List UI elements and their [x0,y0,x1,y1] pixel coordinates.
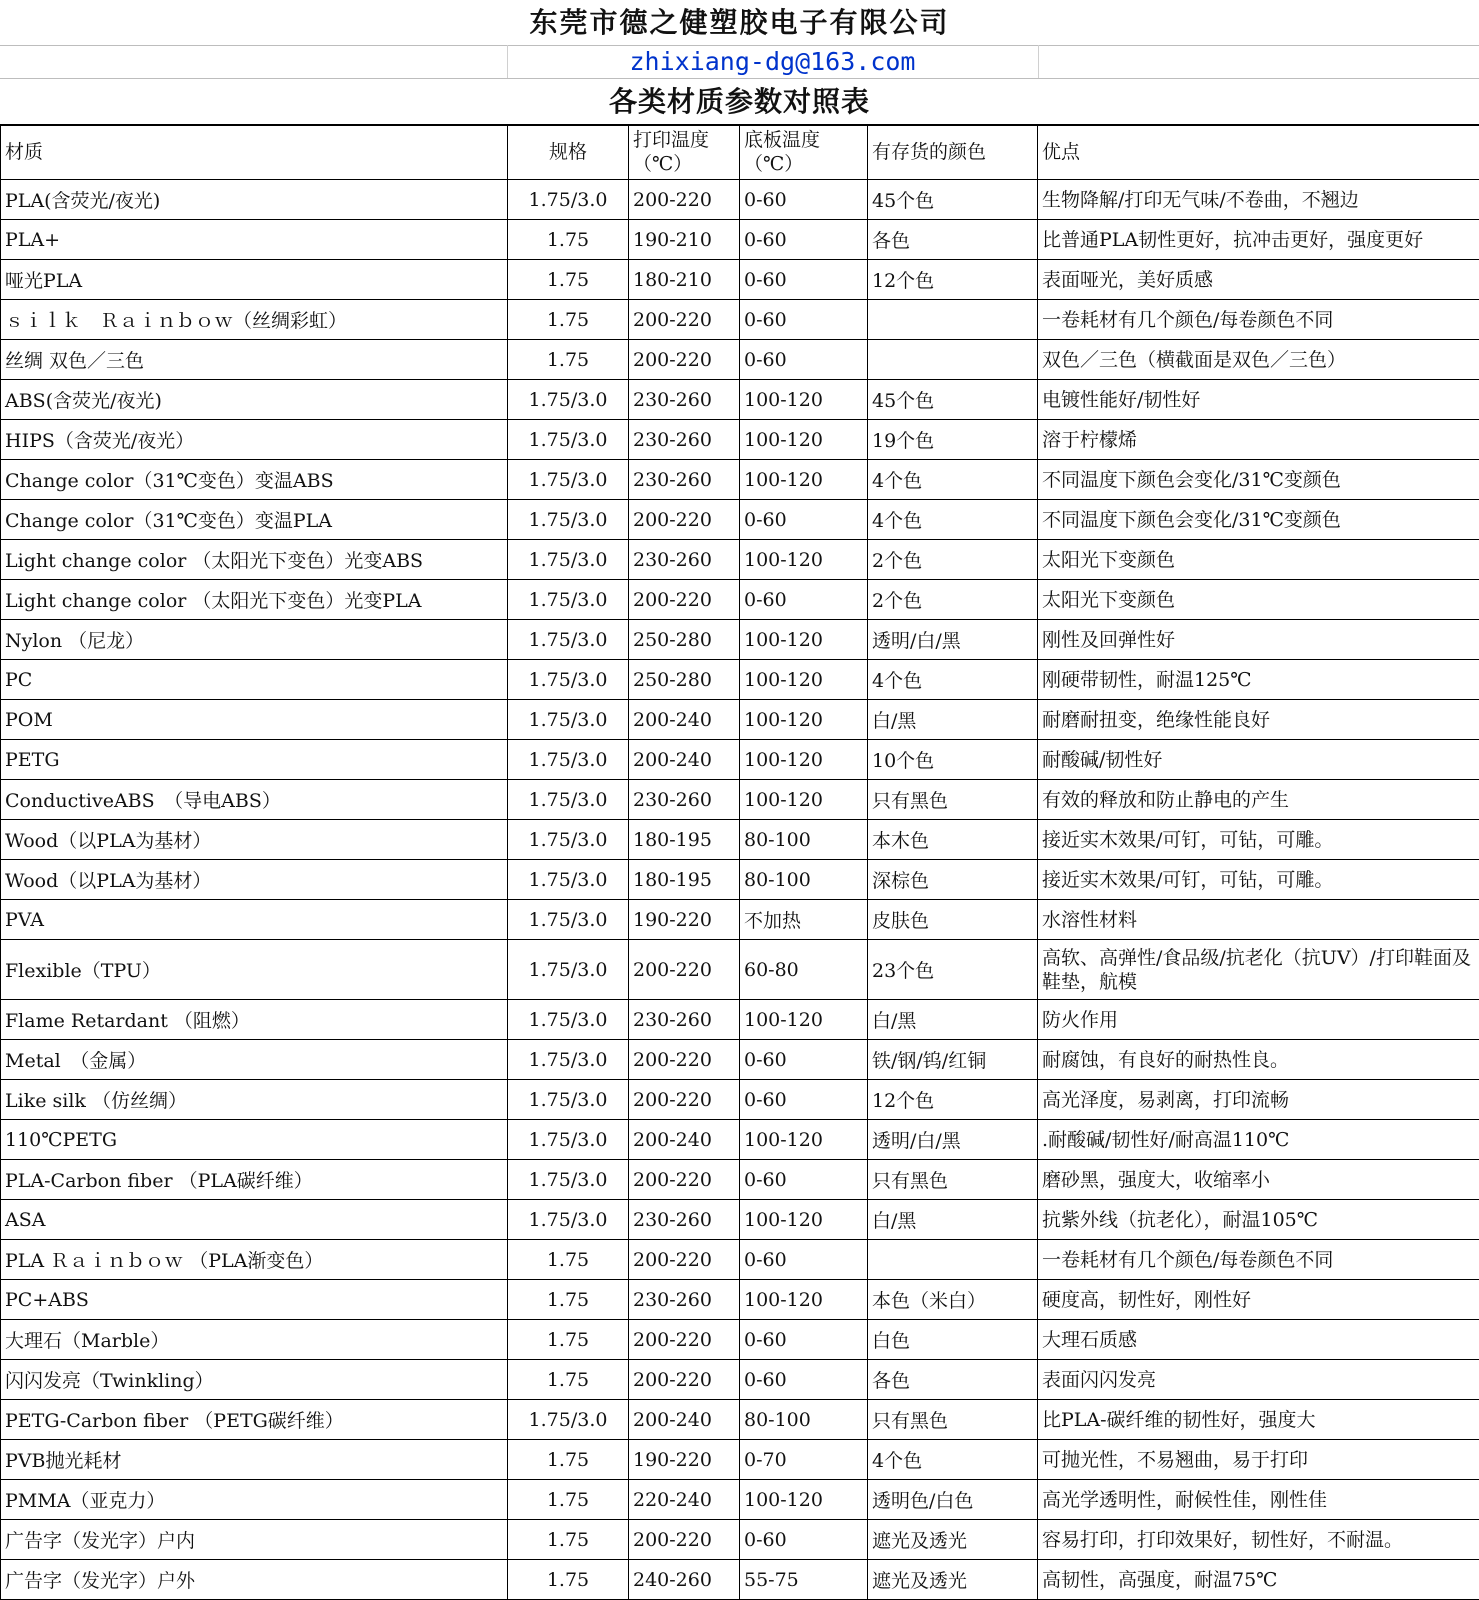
cell-print-temp[interactable]: 200-220 [629,1520,740,1560]
cell-divider [1038,45,1039,78]
cell-spec[interactable]: 1.75 [508,220,629,260]
cell-spec[interactable]: 1.75/3.0 [508,1200,629,1240]
cell-bed-temp[interactable]: 80-100 [740,1400,868,1440]
cell-colors[interactable]: 19个色 [868,420,1038,460]
cell-print-temp[interactable]: 230-260 [629,380,740,420]
cell-colors[interactable]: 4个色 [868,500,1038,540]
cell-bed-temp[interactable]: 100-120 [740,1120,868,1160]
cell-print-temp[interactable]: 200-240 [629,740,740,780]
cell-advantages[interactable]: 磨砂黑，强度大，收缩率小 [1038,1160,1479,1200]
table-row [1,580,1479,620]
cell-material[interactable]: PLA Ｒａｉｎｂｏｗ （PLA渐变色） [1,1240,508,1280]
table-header-row [1,125,1479,180]
cell-print-temp[interactable]: 200-220 [629,1320,740,1360]
table-row [1,1280,1479,1320]
cell-bed-temp[interactable]: 80-100 [740,820,868,860]
cell-advantages[interactable]: 不同温度下颜色会变化/31℃变颜色 [1038,460,1479,500]
cell-material[interactable]: PLA(含荧光/夜光) [1,180,508,220]
cell-colors[interactable]: 白色 [868,1320,1038,1360]
cell-advantages[interactable]: 可抛光性，不易翘曲，易于打印 [1038,1440,1479,1480]
cell-print-temp[interactable]: 200-220 [629,1360,740,1400]
cell-advantages[interactable]: 耐腐蚀，有良好的耐热性良。 [1038,1040,1479,1080]
cell-colors[interactable]: 皮肤色 [868,900,1038,940]
table-row [1,660,1479,700]
table-row [1,180,1479,220]
cell-colors[interactable]: 10个色 [868,740,1038,780]
cell-material[interactable]: ASA [1,1200,508,1240]
table-row [1,460,1479,500]
cell-colors[interactable]: 4个色 [868,660,1038,700]
cell-print-temp[interactable]: 200-220 [629,500,740,540]
cell-bed-temp[interactable]: 0-60 [740,500,868,540]
cell-spec[interactable]: 1.75/3.0 [508,420,629,460]
cell-advantages[interactable]: 一卷耗材有几个颜色/每卷颜色不同 [1038,300,1479,340]
cell-print-temp[interactable]: 230-260 [629,1280,740,1320]
cell-colors[interactable]: 白/黑 [868,700,1038,740]
cell-advantages[interactable]: 高韧性，高强度，耐温75℃ [1038,1560,1479,1600]
cell-spec[interactable]: 1.75/3.0 [508,820,629,860]
table-row [1,1240,1479,1280]
cell-print-temp[interactable]: 230-260 [629,1200,740,1240]
cell-colors[interactable] [868,300,1038,340]
cell-bed-temp[interactable]: 100-120 [740,740,868,780]
cell-colors[interactable]: 深棕色 [868,860,1038,900]
cell-advantages[interactable]: 耐酸碱/韧性好 [1038,740,1479,780]
cell-spec[interactable]: 1.75/3.0 [508,1040,629,1080]
cell-material[interactable]: Nylon （尼龙） [1,620,508,660]
table-row [1,940,1479,1000]
cell-advantages[interactable]: 高光泽度，易剥离，打印流畅 [1038,1080,1479,1120]
cell-advantages[interactable]: 生物降解/打印无气味/不卷曲，不翘边 [1038,180,1479,220]
cell-spec[interactable]: 1.75/3.0 [508,700,629,740]
cell-advantages[interactable]: 接近实木效果/可钉，可钻，可雕。 [1038,860,1479,900]
cell-colors[interactable]: 45个色 [868,380,1038,420]
table-row [1,300,1479,340]
cell-print-temp[interactable]: 200-220 [629,1040,740,1080]
table-row [1,700,1479,740]
cell-bed-temp[interactable]: 0-60 [740,1360,868,1400]
cell-bed-temp[interactable]: 0-60 [740,260,868,300]
table-row [1,1440,1479,1480]
cell-bed-temp[interactable]: 0-60 [740,1080,868,1120]
table-row [1,340,1479,380]
table-row [1,1120,1479,1160]
cell-bed-temp[interactable]: 100-120 [740,700,868,740]
cell-spec[interactable]: 1.75/3.0 [508,660,629,700]
cell-material[interactable]: HIPS（含荧光/夜光） [1,420,508,460]
table-row [1,900,1479,940]
cell-print-temp[interactable]: 190-220 [629,1440,740,1480]
cell-print-temp[interactable]: 180-195 [629,860,740,900]
cell-advantages[interactable]: 容易打印，打印效果好，韧性好，不耐温。 [1038,1520,1479,1560]
table-row [1,780,1479,820]
cell-spec[interactable]: 1.75/3.0 [508,460,629,500]
cell-print-temp[interactable]: 250-280 [629,620,740,660]
cell-bed-temp[interactable]: 0-60 [740,340,868,380]
cell-advantages[interactable]: 太阳光下变颜色 [1038,580,1479,620]
cell-material[interactable]: Change color（31℃变色）变温PLA [1,500,508,540]
cell-spec[interactable]: 1.75/3.0 [508,620,629,660]
cell-material[interactable]: 哑光PLA [1,260,508,300]
cell-bed-temp[interactable]: 100-120 [740,1000,868,1040]
cell-spec[interactable]: 1.75 [508,1520,629,1560]
cell-print-temp[interactable]: 200-220 [629,1080,740,1120]
cell-advantages[interactable]: 硬度高，韧性好，刚性好 [1038,1280,1479,1320]
cell-bed-temp[interactable]: 80-100 [740,860,868,900]
cell-advantages[interactable]: 太阳光下变颜色 [1038,540,1479,580]
cell-colors[interactable]: 本木色 [868,820,1038,860]
cell-bed-temp[interactable]: 60-80 [740,940,868,1000]
cell-material[interactable]: PVB抛光耗材 [1,1440,508,1480]
cell-advantages[interactable]: 耐磨耐扭变，绝缘性能良好 [1038,700,1479,740]
cell-advantages[interactable]: 高软、高弹性/食品级/抗老化（抗UV）/打印鞋面及鞋垫，航模 [1038,940,1479,1000]
cell-bed-temp[interactable]: 0-60 [740,1160,868,1200]
cell-bed-temp[interactable]: 0-70 [740,1440,868,1480]
cell-colors[interactable]: 各色 [868,1360,1038,1400]
cell-advantages[interactable]: 比PLA-碳纤维的韧性好，强度大 [1038,1400,1479,1440]
cell-spec[interactable]: 1.75/3.0 [508,1400,629,1440]
cell-advantages[interactable]: 一卷耗材有几个颜色/每卷颜色不同 [1038,1240,1479,1280]
cell-material[interactable]: ｓｉｌｋ Ｒａｉｎｂｏｗ（丝绸彩虹） [1,300,508,340]
cell-print-temp[interactable]: 180-195 [629,820,740,860]
cell-spec[interactable]: 1.75/3.0 [508,860,629,900]
cell-advantages[interactable]: 高光学透明性，耐候性佳，刚性佳 [1038,1480,1479,1520]
cell-colors[interactable]: 白/黑 [868,1000,1038,1040]
cell-print-temp[interactable]: 200-220 [629,180,740,220]
cell-print-temp[interactable]: 190-220 [629,900,740,940]
cell-advantages[interactable]: 防火作用 [1038,1000,1479,1040]
cell-material[interactable]: Wood（以PLA为基材） [1,860,508,900]
cell-material[interactable]: Change color（31℃变色）变温ABS [1,460,508,500]
cell-colors[interactable] [868,340,1038,380]
table-row [1,380,1479,420]
cell-bed-temp[interactable]: 100-120 [740,660,868,700]
cell-spec[interactable]: 1.75/3.0 [508,1080,629,1120]
cell-material[interactable]: POM [1,700,508,740]
cell-advantages[interactable]: 溶于柠檬烯 [1038,420,1479,460]
column-header-print-temp: 打印温度（℃） [629,125,740,180]
cell-material[interactable]: PC [1,660,508,700]
cell-spec[interactable]: 1.75 [508,340,629,380]
cell-bed-temp[interactable]: 0-60 [740,1240,868,1280]
cell-colors[interactable]: 45个色 [868,180,1038,220]
cell-spec[interactable]: 1.75 [508,1280,629,1320]
cell-advantages[interactable]: .耐酸碱/韧性好/耐高温110℃ [1038,1120,1479,1160]
cell-print-temp[interactable]: 200-220 [629,940,740,1000]
cell-spec[interactable]: 1.75/3.0 [508,1000,629,1040]
cell-print-temp[interactable]: 230-260 [629,540,740,580]
table-row [1,1000,1479,1040]
column-header-advantages: 优点 [1038,125,1479,180]
cell-bed-temp[interactable]: 不加热 [740,900,868,940]
cell-bed-temp[interactable]: 100-120 [740,1200,868,1240]
cell-advantages[interactable]: 大理石质感 [1038,1320,1479,1360]
cell-bed-temp[interactable]: 0-60 [740,1520,868,1560]
cell-bed-temp[interactable]: 0-60 [740,1320,868,1360]
materials-table [0,124,1479,1600]
cell-colors[interactable]: 4个色 [868,1440,1038,1480]
cell-advantages[interactable]: 接近实木效果/可钉，可钻，可雕。 [1038,820,1479,860]
cell-colors[interactable]: 白/黑 [868,1200,1038,1240]
cell-colors[interactable]: 透明/白/黑 [868,620,1038,660]
table-row [1,1320,1479,1360]
cell-print-temp[interactable]: 230-260 [629,1000,740,1040]
cell-spec[interactable]: 1.75/3.0 [508,500,629,540]
cell-bed-temp[interactable]: 100-120 [740,1280,868,1320]
cell-print-temp[interactable]: 200-220 [629,1160,740,1200]
cell-advantages[interactable]: 电镀性能好/韧性好 [1038,380,1479,420]
cell-colors[interactable]: 23个色 [868,940,1038,1000]
cell-bed-temp[interactable]: 0-60 [740,580,868,620]
cell-print-temp[interactable]: 250-280 [629,660,740,700]
table-title: 各类材质参数对照表 [0,78,1479,126]
cell-material[interactable]: Metal （金属） [1,1040,508,1080]
table-row [1,740,1479,780]
cell-material[interactable]: Flexible（TPU） [1,940,508,1000]
cell-colors[interactable]: 只有黑色 [868,780,1038,820]
cell-advantages[interactable]: 表面哑光，美好质感 [1038,260,1479,300]
cell-print-temp[interactable]: 200-240 [629,700,740,740]
cell-bed-temp[interactable]: 100-120 [740,420,868,460]
cell-advantages[interactable]: 刚硬带韧性，耐温125℃ [1038,660,1479,700]
cell-material[interactable]: 闪闪发亮（Twinkling） [1,1360,508,1400]
cell-spec[interactable]: 1.75/3.0 [508,780,629,820]
table-row [1,1160,1479,1200]
cell-spec[interactable]: 1.75/3.0 [508,740,629,780]
table-row [1,820,1479,860]
table-row [1,860,1479,900]
cell-material[interactable]: 大理石（Marble） [1,1320,508,1360]
cell-print-temp[interactable]: 180-210 [629,260,740,300]
cell-bed-temp[interactable]: 0-60 [740,300,868,340]
cell-print-temp[interactable]: 200-220 [629,1240,740,1280]
cell-print-temp[interactable]: 200-220 [629,580,740,620]
cell-colors[interactable]: 本色（米白） [868,1280,1038,1320]
cell-spec[interactable]: 1.75/3.0 [508,580,629,620]
cell-material[interactable]: PETG-Carbon fiber （PETG碳纤维） [1,1400,508,1440]
cell-advantages[interactable]: 刚性及回弹性好 [1038,620,1479,660]
cell-bed-temp[interactable]: 100-120 [740,380,868,420]
cell-spec[interactable]: 1.75 [508,260,629,300]
cell-spec[interactable]: 1.75/3.0 [508,540,629,580]
cell-material[interactable]: PETG [1,740,508,780]
cell-print-temp[interactable]: 230-260 [629,780,740,820]
cell-bed-temp[interactable]: 0-60 [740,180,868,220]
cell-material[interactable]: 110℃PETG [1,1120,508,1160]
table-row [1,1360,1479,1400]
cell-spec[interactable]: 1.75 [508,1440,629,1480]
cell-advantages[interactable]: 表面闪闪发亮 [1038,1360,1479,1400]
table-row [1,500,1479,540]
email-link[interactable]: zhixiang-dg@163.com [507,45,1038,78]
cell-material[interactable]: ConductiveABS （导电ABS） [1,780,508,820]
table-row [1,1520,1479,1560]
cell-spec[interactable]: 1.75/3.0 [508,940,629,1000]
cell-material[interactable]: ABS(含荧光/夜光) [1,380,508,420]
cell-colors[interactable] [868,1240,1038,1280]
column-header-bed-temp: 底板温度（℃） [740,125,868,180]
cell-spec[interactable]: 1.75/3.0 [508,900,629,940]
cell-advantages[interactable]: 比普通PLA韧性更好，抗冲击更好，强度更好 [1038,220,1479,260]
cell-colors[interactable]: 2个色 [868,540,1038,580]
table-row [1,1560,1479,1600]
table-row [1,260,1479,300]
cell-spec[interactable]: 1.75 [508,1320,629,1360]
table-row [1,220,1479,260]
cell-material[interactable]: PVA [1,900,508,940]
cell-advantages[interactable]: 水溶性材料 [1038,900,1479,940]
cell-spec[interactable]: 1.75/3.0 [508,380,629,420]
cell-colors[interactable]: 遮光及透光 [868,1560,1038,1600]
cell-bed-temp[interactable]: 55-75 [740,1560,868,1600]
cell-bed-temp[interactable]: 0-60 [740,220,868,260]
cell-material[interactable]: PLA-Carbon fiber （PLA碳纤维） [1,1160,508,1200]
cell-bed-temp[interactable]: 100-120 [740,460,868,500]
cell-spec[interactable]: 1.75/3.0 [508,180,629,220]
cell-material[interactable]: Flame Retardant （阻燃） [1,1000,508,1040]
table-row [1,1200,1479,1240]
cell-bed-temp[interactable]: 100-120 [740,620,868,660]
cell-colors[interactable]: 只有黑色 [868,1400,1038,1440]
cell-colors[interactable]: 遮光及透光 [868,1520,1038,1560]
cell-advantages[interactable]: 双色／三色（横截面是双色／三色） [1038,340,1479,380]
cell-bed-temp[interactable]: 100-120 [740,1480,868,1520]
cell-material[interactable]: 广告字（发光字）户内 [1,1520,508,1560]
table-row [1,1480,1479,1520]
cell-material[interactable]: Light change color （太阳光下变色）光变ABS [1,540,508,580]
cell-print-temp[interactable]: 200-240 [629,1120,740,1160]
table-body [1,180,1479,1600]
cell-print-temp[interactable]: 200-240 [629,1400,740,1440]
cell-material[interactable]: Wood（以PLA为基材） [1,820,508,860]
cell-spec[interactable]: 1.75/3.0 [508,1120,629,1160]
table-row [1,540,1479,580]
cell-spec[interactable]: 1.75 [508,1360,629,1400]
cell-print-temp[interactable]: 200-220 [629,300,740,340]
cell-spec[interactable]: 1.75 [508,1480,629,1520]
cell-colors[interactable]: 12个色 [868,260,1038,300]
table-row [1,420,1479,460]
cell-colors[interactable]: 透明/白/黑 [868,1120,1038,1160]
cell-advantages[interactable]: 有效的释放和防止静电的产生 [1038,780,1479,820]
cell-material[interactable]: Like silk （仿丝绸） [1,1080,508,1120]
cell-print-temp[interactable]: 230-260 [629,420,740,460]
column-header-material: 材质 [1,125,508,180]
cell-bed-temp[interactable]: 100-120 [740,780,868,820]
cell-spec[interactable]: 1.75/3.0 [508,1160,629,1200]
cell-colors[interactable]: 2个色 [868,580,1038,620]
cell-bed-temp[interactable]: 100-120 [740,540,868,580]
cell-colors[interactable]: 4个色 [868,460,1038,500]
cell-material[interactable]: PMMA（亚克力） [1,1480,508,1520]
column-header-spec: 规格 [508,125,629,180]
cell-spec[interactable]: 1.75 [508,300,629,340]
table-row [1,1400,1479,1440]
email-row [0,45,1479,79]
cell-print-temp[interactable]: 230-260 [629,460,740,500]
cell-advantages[interactable]: 抗紫外线（抗老化），耐温105℃ [1038,1200,1479,1240]
cell-spec[interactable]: 1.75 [508,1560,629,1600]
cell-colors[interactable]: 只有黑色 [868,1160,1038,1200]
cell-material[interactable]: PC+ABS [1,1280,508,1320]
cell-material[interactable]: 丝绸 双色／三色 [1,340,508,380]
column-header-colors: 有存货的颜色 [868,125,1038,180]
cell-colors[interactable]: 铁/钢/钨/红铜 [868,1040,1038,1080]
cell-bed-temp[interactable]: 0-60 [740,1040,868,1080]
cell-colors[interactable]: 透明色/白色 [868,1480,1038,1520]
cell-material[interactable]: Light change color （太阳光下变色）光变PLA [1,580,508,620]
company-title: 东莞市德之健塑胶电子有限公司 [0,0,1479,46]
table-row [1,1080,1479,1120]
cell-spec[interactable]: 1.75 [508,1240,629,1280]
cell-colors[interactable]: 各色 [868,220,1038,260]
table-row [1,1040,1479,1080]
cell-material[interactable]: 广告字（发光字）户外 [1,1560,508,1600]
cell-print-temp[interactable]: 240-260 [629,1560,740,1600]
cell-print-temp[interactable]: 220-240 [629,1480,740,1520]
cell-print-temp[interactable]: 200-220 [629,340,740,380]
table-row [1,620,1479,660]
cell-print-temp[interactable]: 190-210 [629,220,740,260]
cell-advantages[interactable]: 不同温度下颜色会变化/31℃变颜色 [1038,500,1479,540]
cell-colors[interactable]: 12个色 [868,1080,1038,1120]
cell-material[interactable]: PLA+ [1,220,508,260]
